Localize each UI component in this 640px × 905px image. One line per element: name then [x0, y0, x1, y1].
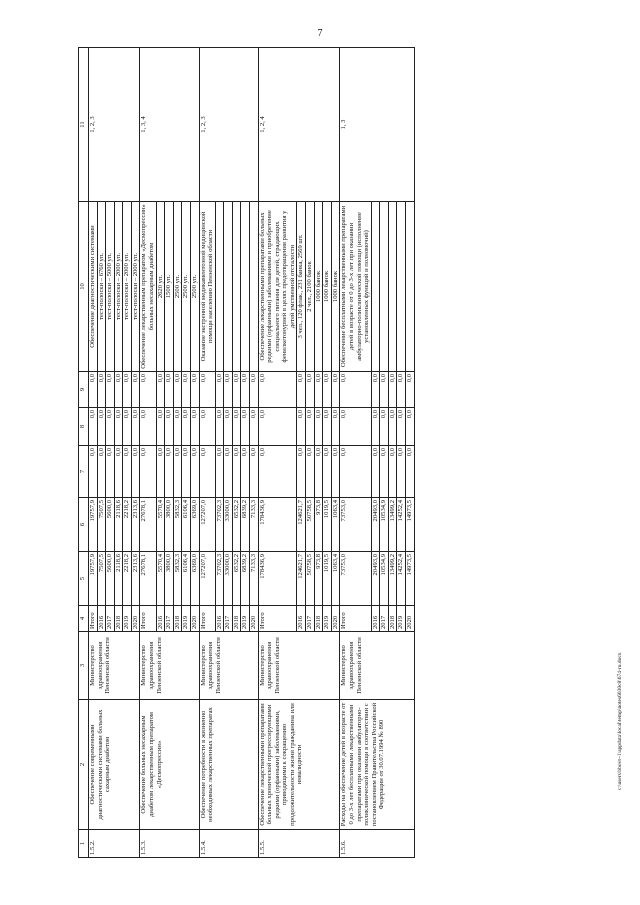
- indicator-cell: [388, 202, 397, 372]
- other-sources-cell: 0,0: [306, 372, 315, 408]
- other-sources-cell: 0,0: [123, 372, 132, 408]
- total-amount-cell: 73753,0: [340, 552, 371, 606]
- local-budget-cell: 0,0: [388, 408, 397, 446]
- federal-budget-cell: 0,0: [258, 446, 297, 498]
- year-cell: 2019: [182, 606, 191, 632]
- year-cell: 2016: [156, 606, 165, 632]
- indicator-cell: Обеспечение лекарственным препаратом «Десмопрессин» больных несахарным диабетом: [140, 202, 156, 372]
- regional-budget-cell: 19757,9: [89, 498, 98, 552]
- local-budget-cell: 0,0: [131, 408, 140, 446]
- other-sources-cell: 0,0: [232, 372, 241, 408]
- regional-budget-cell: 14973,5: [405, 498, 414, 552]
- year-cell: Итого: [258, 606, 297, 632]
- regional-budget-cell: 20493,0: [371, 498, 380, 552]
- other-sources-cell: 0,0: [323, 372, 332, 408]
- page-number: 7: [317, 28, 323, 39]
- other-sources-cell: 0,0: [131, 372, 140, 408]
- indicator-cell: [397, 202, 406, 372]
- federal-budget-cell: 0,0: [123, 446, 132, 498]
- local-budget-cell: 0,0: [89, 408, 98, 446]
- regional-budget-cell: 13499,2: [388, 498, 397, 552]
- indicator-cell: 2500 уп.: [182, 202, 191, 372]
- local-budget-cell: 0,0: [380, 408, 389, 446]
- indicator-cell: [241, 202, 250, 372]
- local-budget-cell: 0,0: [224, 408, 233, 446]
- other-sources-cell: 0,0: [156, 372, 165, 408]
- column-number-row: [79, 48, 89, 858]
- indicator-cell: [249, 202, 258, 372]
- other-sources-cell: 0,0: [215, 372, 224, 408]
- indicator-cell: 1000 банок: [314, 202, 323, 372]
- executor-cell: Министерство здравоохранения Пензенской области: [89, 632, 140, 700]
- indicator-cell: 1000 банок: [323, 202, 332, 372]
- total-amount-cell: 14252,4: [397, 552, 406, 606]
- federal-budget-cell: 0,0: [306, 446, 315, 498]
- column-number: 10: [79, 202, 89, 372]
- other-sources-cell: 0,0: [182, 372, 191, 408]
- federal-budget-cell: 0,0: [249, 446, 258, 498]
- table-body: [89, 48, 415, 858]
- indicator-cell: [405, 202, 414, 372]
- indicator-cell: 3 чел., 120 флак., 231 банка, 2569 шт.: [297, 202, 306, 372]
- year-cell: Итого: [199, 606, 215, 632]
- reference-cell: 1, 2, 3: [89, 48, 140, 202]
- local-budget-cell: 0,0: [397, 408, 406, 446]
- column-number: 5: [79, 552, 89, 606]
- total-amount-cell: 6839,2: [241, 552, 250, 606]
- other-sources-cell: 0,0: [397, 372, 406, 408]
- local-budget-cell: 0,0: [258, 408, 297, 446]
- federal-budget-cell: 0,0: [190, 446, 199, 498]
- indicator-cell: [371, 202, 380, 372]
- indicator-cell: тест-полоски – 6760 уп.: [97, 202, 106, 372]
- federal-budget-cell: 0,0: [397, 446, 406, 498]
- local-budget-cell: 0,0: [97, 408, 106, 446]
- year-cell: 2017: [224, 606, 233, 632]
- year-cell: 2017: [380, 606, 389, 632]
- other-sources-cell: 0,0: [89, 372, 98, 408]
- other-sources-cell: 0,0: [97, 372, 106, 408]
- regional-budget-cell: 50758,5: [306, 498, 315, 552]
- year-cell: Итого: [140, 606, 156, 632]
- year-cell: 2018: [232, 606, 241, 632]
- total-amount-cell: 3800,0: [165, 552, 174, 606]
- year-cell: Итого: [89, 606, 98, 632]
- total-amount-cell: 19757,9: [89, 552, 98, 606]
- year-cell: 2019: [323, 606, 332, 632]
- other-sources-cell: 0,0: [165, 372, 174, 408]
- measure-name-cell: Обеспечение потребности в жизненно необходимых лекарственных препаратах: [199, 700, 258, 830]
- column-number: 8: [79, 408, 89, 446]
- table-area: [78, 48, 636, 858]
- table-row: [258, 48, 297, 858]
- local-budget-cell: 0,0: [182, 408, 191, 446]
- other-sources-cell: 0,0: [258, 372, 297, 408]
- other-sources-cell: 0,0: [190, 372, 199, 408]
- reference-cell: 1, 2, 4: [258, 48, 340, 202]
- other-sources-cell: 0,0: [340, 372, 371, 408]
- other-sources-cell: 0,0: [388, 372, 397, 408]
- local-budget-cell: 0,0: [232, 408, 241, 446]
- year-cell: 2019: [123, 606, 132, 632]
- federal-budget-cell: 0,0: [114, 446, 123, 498]
- year-cell: 2018: [314, 606, 323, 632]
- indicator-cell: 2 чел., 2100 банок: [306, 202, 315, 372]
- total-amount-cell: 6369,0: [190, 552, 199, 606]
- indicator-cell: тест-полоски – 2000 уп.: [123, 202, 132, 372]
- other-sources-cell: 0,0: [371, 372, 380, 408]
- table-row: [340, 48, 371, 858]
- federal-budget-cell: 0,0: [371, 446, 380, 498]
- measure-name-cell: Расходы на обеспечение детей в возрасте от 0 до 3-х лет бесплатными лекарственными препаратами при оказании амбулаторно-поликлинической помощи в соответствии с постановлением Правительства Российской Федерации от 30.07.1994 № 890: [340, 700, 414, 830]
- table-row: [140, 48, 156, 858]
- indicator-cell: 1000 банок: [331, 202, 340, 372]
- measure-name-cell: Обеспечение больных несахарным диабетом лекарственным препаратом «Десмопрессин»: [140, 700, 199, 830]
- column-number: 9: [79, 372, 89, 408]
- total-amount-cell: 27678,1: [140, 552, 156, 606]
- federal-budget-cell: 0,0: [199, 446, 215, 498]
- regional-budget-cell: 2218,2: [123, 498, 132, 552]
- regional-budget-cell: 127207,0: [199, 498, 215, 552]
- regional-budget-cell: 14252,4: [397, 498, 406, 552]
- total-amount-cell: 6532,2: [232, 552, 241, 606]
- indicator-cell: Обеспечение бесплатными лекарственными препаратами детей в возрасте от 0 до 3-х лет при оказании амбулаторно-поликлинической помощи (исполнение установленных функций и полномочий): [340, 202, 371, 372]
- federal-budget-cell: 0,0: [173, 446, 182, 498]
- year-cell: 2016: [297, 606, 306, 632]
- total-amount-cell: 2218,2: [123, 552, 132, 606]
- total-amount-cell: 50758,5: [306, 552, 315, 606]
- total-amount-cell: 127207,0: [199, 552, 215, 606]
- federal-budget-cell: 0,0: [232, 446, 241, 498]
- local-budget-cell: 0,0: [123, 408, 132, 446]
- federal-budget-cell: 0,0: [388, 446, 397, 498]
- reference-cell: 1, 3: [340, 48, 414, 202]
- column-number: 11: [79, 48, 89, 202]
- item-number-cell: 1.5.2.: [89, 830, 140, 858]
- column-number: 6: [79, 498, 89, 552]
- measure-name-cell: Обеспечение современными диагностическими системами больных сахарным диабетом: [89, 700, 140, 830]
- executor-cell: Министерство здравоохранения Пензенской области: [199, 632, 258, 700]
- local-budget-cell: 0,0: [249, 408, 258, 446]
- year-cell: 2018: [114, 606, 123, 632]
- regional-budget-cell: 73753,0: [340, 498, 371, 552]
- other-sources-cell: 0,0: [199, 372, 215, 408]
- total-amount-cell: 2118,6: [114, 552, 123, 606]
- regional-budget-cell: 10534,9: [380, 498, 389, 552]
- other-sources-cell: 0,0: [224, 372, 233, 408]
- regional-budget-cell: 33000,0: [224, 498, 233, 552]
- executor-cell: Министерство здравоохранения Пензенской области: [258, 632, 340, 700]
- item-number-cell: 1.5.5.: [258, 830, 340, 858]
- total-amount-cell: 73702,3: [215, 552, 224, 606]
- regional-budget-cell: 178436,9: [258, 498, 297, 552]
- column-number: 2: [79, 700, 89, 830]
- indicator-cell: тест-полоски – 2000 уп.: [131, 202, 140, 372]
- indicator-cell: тест-полоски – 5000 уп.: [106, 202, 115, 372]
- regional-budget-cell: 7507,5: [97, 498, 106, 552]
- federal-budget-cell: 0,0: [215, 446, 224, 498]
- column-number: 4: [79, 606, 89, 632]
- item-number-cell: 1.5.6.: [340, 830, 414, 858]
- local-budget-cell: 0,0: [173, 408, 182, 446]
- item-number-cell: 1.5.4.: [199, 830, 258, 858]
- federal-budget-cell: 0,0: [165, 446, 174, 498]
- federal-budget-cell: 0,0: [241, 446, 250, 498]
- local-budget-cell: 0,0: [215, 408, 224, 446]
- federal-budget-cell: 0,0: [380, 446, 389, 498]
- total-amount-cell: 14973,5: [405, 552, 414, 606]
- year-cell: 2017: [165, 606, 174, 632]
- year-cell: 2020: [131, 606, 140, 632]
- indicator-cell: [215, 202, 224, 372]
- reference-cell: 1, 3, 4: [140, 48, 199, 202]
- regional-budget-cell: 973,8: [314, 498, 323, 552]
- year-cell: 2019: [397, 606, 406, 632]
- regional-budget-cell: 124621,7: [297, 498, 306, 552]
- local-budget-cell: 0,0: [306, 408, 315, 446]
- local-budget-cell: 0,0: [241, 408, 250, 446]
- regional-budget-cell: 1063,4: [331, 498, 340, 552]
- executor-cell: Министерство здравоохранения Пензенской области: [140, 632, 199, 700]
- federal-budget-cell: 0,0: [140, 446, 156, 498]
- year-cell: 2020: [405, 606, 414, 632]
- total-amount-cell: 33000,0: [224, 552, 233, 606]
- regional-budget-cell: 2118,6: [114, 498, 123, 552]
- local-budget-cell: 0,0: [199, 408, 215, 446]
- other-sources-cell: 0,0: [331, 372, 340, 408]
- federal-budget-cell: 0,0: [106, 446, 115, 498]
- federal-budget-cell: 0,0: [224, 446, 233, 498]
- indicator-cell: 2500 уп.: [190, 202, 199, 372]
- federal-budget-cell: 0,0: [331, 446, 340, 498]
- total-amount-cell: 5570,4: [156, 552, 165, 606]
- local-budget-cell: 0,0: [323, 408, 332, 446]
- regional-budget-cell: 2313,6: [131, 498, 140, 552]
- year-cell: 2016: [371, 606, 380, 632]
- total-amount-cell: 1063,4: [331, 552, 340, 606]
- measure-name-cell: Обеспечение лекарственными препаратами больных хронической прогрессирующими редкими (орфанными) заболеваниями, приводящими к сокращению продолжительности жизни гражданина или инвалидности: [258, 700, 340, 830]
- regional-budget-cell: 3800,0: [165, 498, 174, 552]
- regional-budget-cell: 6369,0: [190, 498, 199, 552]
- other-sources-cell: 0,0: [297, 372, 306, 408]
- federal-budget-cell: 0,0: [323, 446, 332, 498]
- other-sources-cell: 0,0: [405, 372, 414, 408]
- indicator-cell: 1500 уп.: [165, 202, 174, 372]
- regional-budget-cell: 6532,2: [232, 498, 241, 552]
- regional-budget-cell: 6839,2: [241, 498, 250, 552]
- program-table: [78, 47, 415, 858]
- year-cell: 2020: [190, 606, 199, 632]
- column-number: 3: [79, 632, 89, 700]
- indicator-cell: Обеспечение лекарственными препаратами больных редкими (орфанными) заболеваниями и приобретение специального питания для детей, страдающих фенилкетонурией в целях предотвращения развития у детей умственной отсталости: [258, 202, 297, 372]
- year-cell: 2019: [241, 606, 250, 632]
- regional-budget-cell: 6106,4: [182, 498, 191, 552]
- other-sources-cell: 0,0: [114, 372, 123, 408]
- local-budget-cell: 0,0: [114, 408, 123, 446]
- total-amount-cell: 6106,4: [182, 552, 191, 606]
- rotated-table-container: [78, 48, 636, 858]
- column-number: 1: [79, 830, 89, 858]
- local-budget-cell: 0,0: [156, 408, 165, 446]
- regional-budget-cell: 5832,3: [173, 498, 182, 552]
- year-cell: 2020: [249, 606, 258, 632]
- federal-budget-cell: 0,0: [89, 446, 98, 498]
- total-amount-cell: 20493,0: [371, 552, 380, 606]
- regional-budget-cell: 7133,3: [249, 498, 258, 552]
- local-budget-cell: 0,0: [190, 408, 199, 446]
- regional-budget-cell: 5570,4: [156, 498, 165, 552]
- item-number-cell: 1.5.3.: [140, 830, 199, 858]
- local-budget-cell: 0,0: [297, 408, 306, 446]
- reference-cell: 1, 2, 3: [199, 48, 258, 202]
- local-budget-cell: 0,0: [106, 408, 115, 446]
- federal-budget-cell: 0,0: [131, 446, 140, 498]
- federal-budget-cell: 0,0: [340, 446, 371, 498]
- total-amount-cell: 13499,2: [388, 552, 397, 606]
- year-cell: 2018: [388, 606, 397, 632]
- local-budget-cell: 0,0: [331, 408, 340, 446]
- other-sources-cell: 0,0: [241, 372, 250, 408]
- year-cell: 2016: [215, 606, 224, 632]
- indicator-cell: 2500 уп.: [173, 202, 182, 372]
- year-cell: 2017: [106, 606, 115, 632]
- total-amount-cell: 7507,5: [97, 552, 106, 606]
- year-cell: 2016: [97, 606, 106, 632]
- column-number: 7: [79, 446, 89, 498]
- total-amount-cell: 10534,9: [380, 552, 389, 606]
- other-sources-cell: 0,0: [173, 372, 182, 408]
- federal-budget-cell: 0,0: [182, 446, 191, 498]
- regional-budget-cell: 1019,5: [323, 498, 332, 552]
- local-budget-cell: 0,0: [140, 408, 156, 446]
- total-amount-cell: 5832,3: [173, 552, 182, 606]
- federal-budget-cell: 0,0: [314, 446, 323, 498]
- local-budget-cell: 0,0: [405, 408, 414, 446]
- total-amount-cell: 1019,5: [323, 552, 332, 606]
- federal-budget-cell: 0,0: [297, 446, 306, 498]
- total-amount-cell: 124621,7: [297, 552, 306, 606]
- indicator-cell: Оказание экстренной медикаментозной медицинской помощи населению Пензенской области: [199, 202, 215, 372]
- table-row: [89, 48, 98, 858]
- local-budget-cell: 0,0: [340, 408, 371, 446]
- indicator-cell: [232, 202, 241, 372]
- total-amount-cell: 178436,9: [258, 552, 297, 606]
- other-sources-cell: 0,0: [314, 372, 323, 408]
- table-row: [199, 48, 215, 858]
- local-budget-cell: 0,0: [165, 408, 174, 446]
- regional-budget-cell: 73702,3: [215, 498, 224, 552]
- year-cell: Итого: [340, 606, 371, 632]
- local-budget-cell: 0,0: [314, 408, 323, 446]
- indicator-cell: [380, 202, 389, 372]
- year-cell: 2018: [173, 606, 182, 632]
- local-budget-cell: 0,0: [371, 408, 380, 446]
- total-amount-cell: 973,8: [314, 552, 323, 606]
- indicator-cell: Обеспечение диагностическими системами: [89, 202, 98, 372]
- year-cell: 2017: [306, 606, 315, 632]
- total-amount-cell: 2313,6: [131, 552, 140, 606]
- other-sources-cell: 0,0: [106, 372, 115, 408]
- federal-budget-cell: 0,0: [97, 446, 106, 498]
- file-path-footer: c:\users\bbovt~1\appdata\local\temp\notes6030c8\674-ru.docx: [617, 652, 623, 790]
- other-sources-cell: 0,0: [249, 372, 258, 408]
- regional-budget-cell: 5600,0: [106, 498, 115, 552]
- federal-budget-cell: 0,0: [156, 446, 165, 498]
- other-sources-cell: 0,0: [140, 372, 156, 408]
- year-cell: 2020: [331, 606, 340, 632]
- regional-budget-cell: 27678,1: [140, 498, 156, 552]
- total-amount-cell: 7133,3: [249, 552, 258, 606]
- indicator-cell: тест-полоски – 2000 уп.: [114, 202, 123, 372]
- indicator-cell: 2620 уп.: [156, 202, 165, 372]
- indicator-cell: [224, 202, 233, 372]
- other-sources-cell: 0,0: [380, 372, 389, 408]
- federal-budget-cell: 0,0: [405, 446, 414, 498]
- executor-cell: Министерство здравоохранения Пензенской области: [340, 632, 414, 700]
- total-amount-cell: 5600,0: [106, 552, 115, 606]
